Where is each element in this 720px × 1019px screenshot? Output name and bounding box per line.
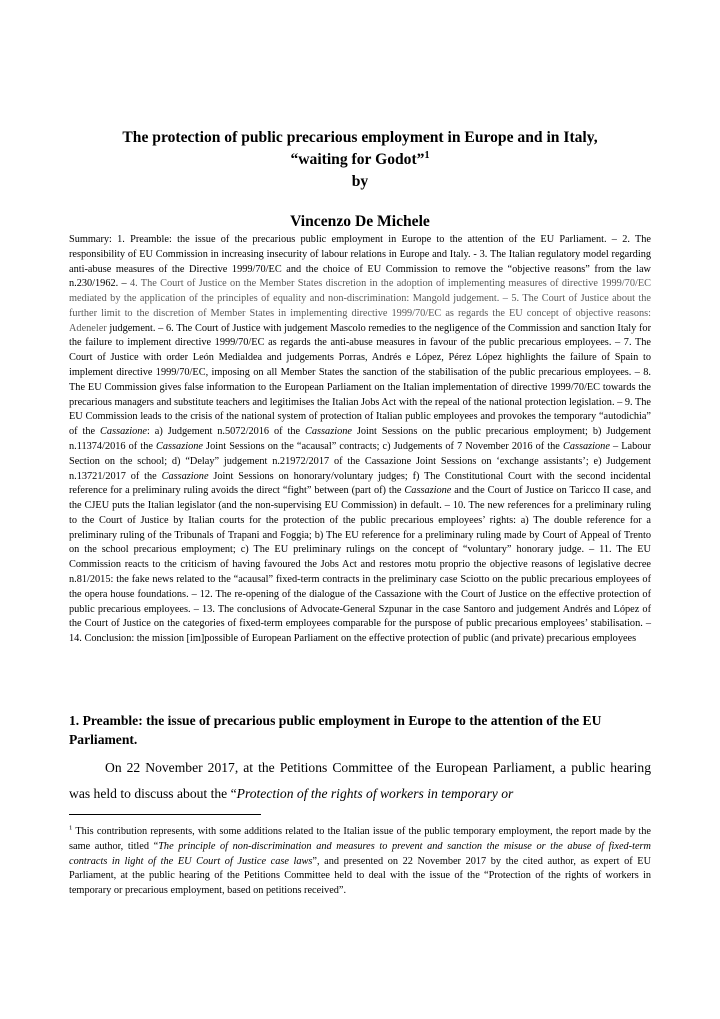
summary-italic-1: Cassazione (100, 426, 147, 438)
title-line-3: by (351, 173, 369, 190)
footnote-text-2: ”, and presented on 22 November 2017 by the cited author, as expert of EU Parliament, at the public hearing of the Petitions Committee held to deal with the issue of the “Protection of the rights of workers in temporary or precarious employment, based on petitions received”. (69, 855, 651, 897)
title-line-2 (60, 149, 660, 171)
body-text: On 22 November 2017, at the Petitions Committee of the European Parliament, a public hearing was held to discuss about the “ (69, 760, 651, 801)
summary-text-5: Joint Sessions on the “acausal” contracts; c) Judgements of 7 November 2016 of the (202, 440, 563, 452)
summary-text-1: Summary: 1. Preamble: the issue of the precarious public employment in Europe to the attention of the EU Parliament. – 2. The responsibility of EU Commission in increasing insecurity of labour relations in Europe and Italy. - 3. The Italian regulatory model regarding anti-abuse measures of the Directive 1999/70/EC and the choice of EU Commission to remove the “objective reasons” from the law n.230/1962. – (69, 234, 651, 290)
author-name: Vincenzo De Michele (290, 213, 430, 230)
summary-text-3: : a) Judgement n.5072/2016 of the (146, 426, 306, 438)
footnote-mark: 1 (69, 824, 73, 832)
title-subtitle: “waiting for Godot” (290, 151, 425, 168)
summary-text-gray: 4. The Court of Justice on the Member States discretion in the adoption of implementing measures of directive 1999/70/EC mediated by the application of the principles of equality and non-discrimination: Mangold judgement. – 5. The Court of Justice about the further limit to the discretion of Member States in implementing directive 1999/70/EC as regards the EU concept of objective reasons: Adeneler (69, 278, 651, 334)
footnote (69, 825, 651, 899)
paper-title (60, 127, 660, 193)
summary-text-8: and the Court of Justice on Taricco II case, and the CJEU puts the Italian legislator (and the non-supervising EU Commission) in default. – 10. The new references for a preliminary ruling to the Court of Justice by Italian courts for the protection of the public precarious employees’ rights: a) The double reference for a preliminary ruling of the Tribunals of Trapani and Foggia; b) The EU reference for a preliminary ruling made by Court of Appeal of Trento on the school precarious employment; c) The EU preliminary rulings on the concept of “voluntary” honorary judge. – 11. The EU Commission reacts to the criticism of having favoured the Jobs Act and restores motu proprio the objective reasons of legislative decree n.81/2015: the fake news related to the “acausal” fixed-term contracts in the preliminary case Sciotto on the public precarious employees of the opera house foundations. – 12. The re-opening of the dialogue of the Cassazione with the Court of Justice on the effective protection of public precarious employees. – 13. The conclusions of Advocate-General Szpunar in the case Santoro and judgement Andrés and López of the Court of Justice on the categories of fixed-term employees comparable for the purspose of public precarious employees’ stabilisation. – 14. Conclusion: the mission [im]possible of European Parliament on the effective protection of public (and private) precarious employees (69, 485, 652, 645)
summary-italic-2: Cassazione (305, 426, 352, 438)
summary-italic-6: Cassazione (404, 485, 452, 497)
footnote-text-1: This contribution represents, with some additions related to the Italian issue of the public temporary employment, the report made by the same author, titled “ (69, 826, 651, 852)
footnote-italic-title: The principle of non-discrimination and measures to prevent and sanction the misuse or the abuse of fixed-term contracts in light of the EU Court of Justice case laws (69, 840, 651, 867)
body-italic-text: Protection of the rights of workers in temporary or (236, 786, 514, 801)
section-heading: 1. Preamble: the issue of precarious public employment in Europe to the attention of the EU Parliament. (69, 713, 602, 747)
summary-text-7: Joint Sessions on honorary/voluntary judges; f) The Constitutional Court with the second incidental reference for a preliminary ruling avoids the direct “fight” between (part of) the (69, 470, 651, 497)
summary-italic-4: Cassazione (562, 440, 610, 452)
footnote-separator (69, 814, 261, 815)
title-line-1: The protection of public precarious employment in Europe and in Italy, (122, 129, 598, 146)
summary-italic-3: Cassazione (156, 440, 203, 452)
body-paragraph (69, 755, 651, 807)
summary-text-4: Joint Sessions on the public precarious employment; b) Judgement n.11374/2016 of the (69, 426, 651, 452)
summary-italic-5: Cassazione (161, 470, 209, 482)
summary-text-2: judgement. – 6. The Court of Justice with judgement Mascolo remedies to the negligence of the Commission and sanction Italy for the failure to implement directive 1999/70/EC as regards the anti-abuse measures in favour of the public precarious employees. – 7. The Court of Justice with order León Medialdea and judgements Porras, Andrés e López, Pérez López highlights the failure of Spain to implement directive 1999/70/EC, imposing on all Member States the sanction of the stabilisation of the public precarious employees. – 8. The EU Commission gives false information to the European Parliament on the Italian implementation of directive 1999/70/EC towards the precarious managers and substitute teachers and legitimises the Italian Jobs Act with the repeal of the national protection legislation. – 9. The EU Commission leads to the crisis of the national system of protection of Italian public employees and provokes the temporary “autodichia” of the (69, 322, 651, 438)
summary-text-6: – Labour Section on the school; d) “Delay” judgement n.21972/2017 of the Cassazione Joint Sessions on ‘exchange assistants’; e) Judgement n.13721/2017 of the (69, 440, 652, 482)
summary-paragraph (69, 233, 651, 647)
footnote-reference[interactable]: 1 (424, 149, 430, 161)
